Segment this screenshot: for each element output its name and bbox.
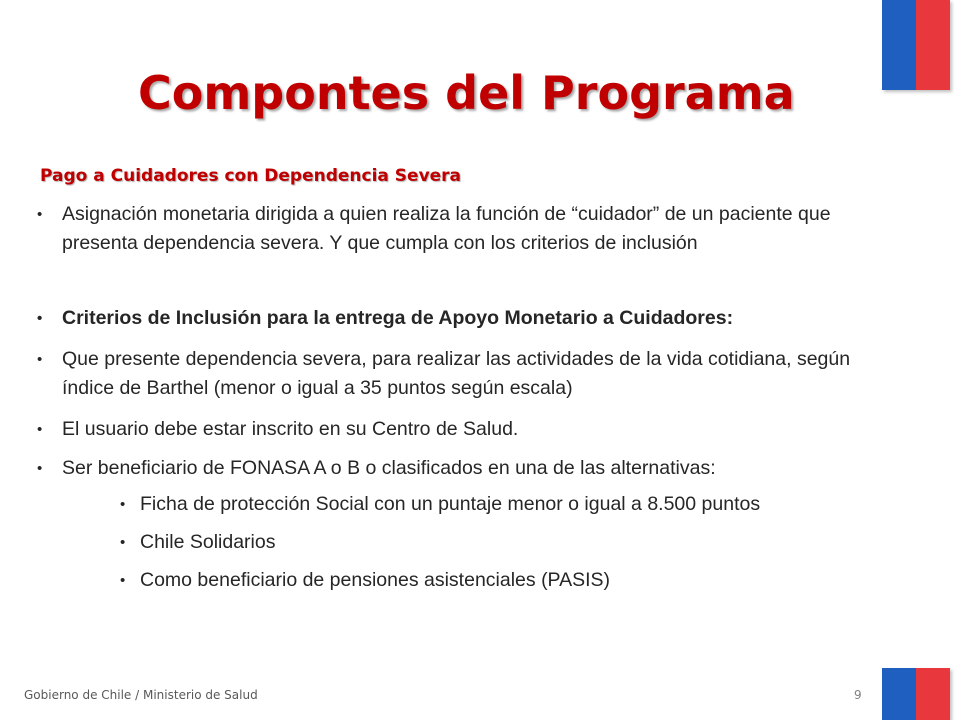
sub-bullet-item [120, 490, 930, 519]
sub-bullet-text: Chile Solidarios [140, 531, 276, 553]
bullet-item [37, 415, 882, 444]
page-number: 9 [854, 688, 862, 702]
sub-bullet-text: Ficha de protección Social con un puntaje menor o igual a 8.500 puntos [140, 493, 761, 515]
bullet-icon: • [37, 310, 43, 327]
bullet-icon: • [37, 351, 43, 368]
bullet-text: Criterios de Inclusión para la entrega de Apoyo Monetario a Cuidadores: [62, 307, 734, 329]
flag-red-stripe [916, 0, 950, 90]
flag-blue-stripe [882, 668, 916, 720]
slide-subtitle: Pago a Cuidadores con Dependencia Severa [40, 166, 462, 186]
sub-bullet-item [120, 566, 930, 595]
bullet-item [37, 454, 882, 483]
bullet-text: El usuario debe estar inscrito en su Centro de Salud. [62, 418, 519, 440]
bullet-icon: • [37, 421, 43, 438]
bullet-item [37, 345, 882, 403]
slide-title: Compontes del Programa [138, 66, 795, 120]
bullet-icon: • [37, 460, 43, 477]
bullet-text: Asignación monetaria dirigida a quien realiza la función de “cuidador” de un paciente que presenta dependencia severa. Y que cumpla con los criterios de inclusión [62, 203, 831, 254]
sub-bullet-text: Como beneficiario de pensiones asistenciales (PASIS) [140, 569, 611, 591]
bullet-item [37, 304, 882, 333]
bullet-icon: • [120, 572, 126, 589]
bullet-text: Ser beneficiario de FONASA A o B o clasificados en una de las alternativas: [62, 457, 716, 479]
bullet-text: Que presente dependencia severa, para realizar las actividades de la vida cotidiana, según índice de Barthel (menor o igual a 35 puntos según escala) [62, 348, 851, 399]
bullet-icon: • [120, 534, 126, 551]
bullet-icon: • [120, 496, 126, 513]
footer-text: Gobierno de Chile / Ministerio de Salud [24, 688, 258, 702]
sub-bullet-item [120, 528, 930, 557]
flag-red-stripe [916, 668, 950, 720]
bullet-icon: • [37, 206, 43, 223]
chile-flag-bottom [882, 668, 950, 720]
bullet-item [37, 200, 882, 258]
flag-blue-stripe [882, 0, 916, 90]
chile-flag-top [882, 0, 950, 90]
